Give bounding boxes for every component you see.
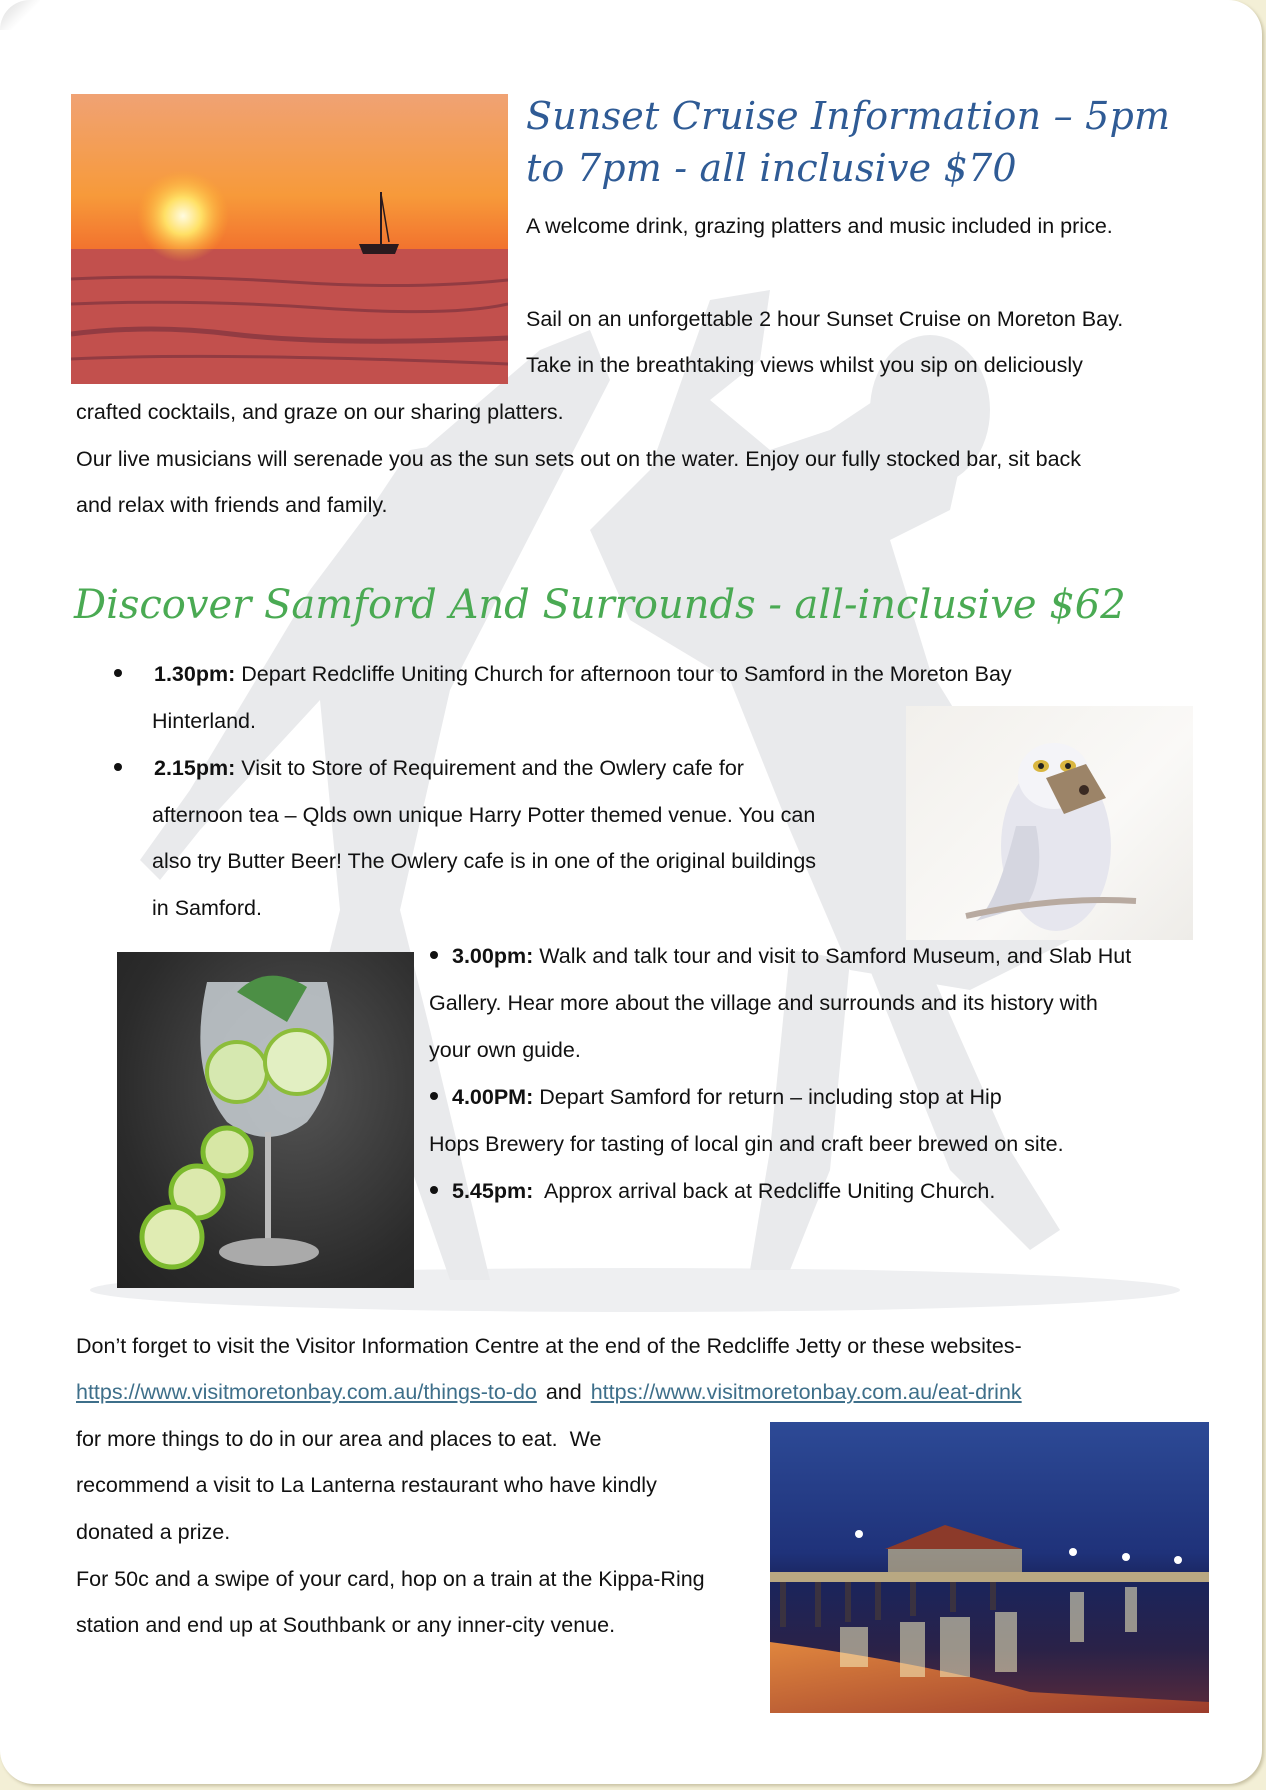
visitor-info-line: Don’t forget to visit the Visitor Information Centre at the end of the Redcliffe Jetty or these websites- [76,1334,1022,1358]
website-links-line [76,1369,1022,1416]
visitor-info-line: donated a prize. [76,1520,231,1544]
sunset-para-line: Our live musicians will serenade you as the sun sets out on the water. Enjoy our fully stocked bar, sit back [76,447,1082,471]
samford-heading: Discover Samford And Surrounds - all-inclusive $62 [74,582,1126,628]
item-text-cont: Hinterland. [152,709,256,733]
itinerary-item-2 [114,745,744,792]
item-text: Walk and talk tour and visit to Samford Museum, and Slab Hut [533,944,1132,968]
item-time: 1.30pm: [154,662,236,686]
owl-with-letter-image [906,706,1193,940]
itinerary-item-1 [114,651,1012,698]
item-text-cont: your own guide. [429,1038,581,1062]
and-text: and [545,1380,582,1404]
sunset-heading-line2: to 7pm - all inclusive $70 [526,146,1017,190]
bullet-icon [114,763,122,771]
gin-glass-limes-image [117,952,414,1288]
item-text: Depart Redcliffe Uniting Church for afternoon tour to Samford in the Moreton Bay [235,662,1012,686]
item-text-cont: in Samford. [152,896,262,920]
item-text-cont: also try Butter Beer! The Owlery cafe is in one of the original buildings [152,849,817,873]
bullet-icon [430,1092,438,1100]
itinerary-item-4 [430,1074,1002,1121]
item-text-cont: afternoon tea – Qlds own unique Harry Potter themed venue. You can [152,803,816,827]
item-time: 3.00pm: [452,944,534,968]
sunset-para-line: Sail on an unforgettable 2 hour Sunset Cruise on Moreton Bay. [526,307,1124,331]
item-text: Depart Samford for return – including stop at Hip [533,1085,1002,1109]
item-time: 4.00PM: [452,1085,534,1109]
bullet-icon [430,951,438,959]
item-time: 5.45pm: [452,1179,534,1203]
sunset-para-line: Take in the breathtaking views whilst you sip on deliciously [526,353,1083,377]
sunset-sailboat-image [71,94,508,384]
item-text-cont: Hops Brewery for tasting of local gin and craft beer brewed on site. [429,1132,1064,1156]
item-time: 2.15pm: [154,756,236,780]
item-text-cont: Gallery. Hear more about the village and surrounds and its history with [429,991,1098,1015]
sunset-intro: A welcome drink, grazing platters and music included in price. [526,214,1113,238]
itinerary-item-5 [430,1168,995,1215]
sunset-para-line: and relax with friends and family. [76,493,388,517]
sunset-para-line: crafted cocktails, and graze on our sharing platters. [76,400,564,424]
item-text: Visit to Store of Requirement and the Owlery cafe for [235,756,744,780]
bullet-icon [430,1186,438,1194]
item-text: Approx arrival back at Redcliffe Uniting Church. [533,1179,996,1203]
redcliffe-jetty-image [770,1422,1209,1713]
visitor-info-line: station and end up at Southbank or any inner-city venue. [76,1613,616,1637]
itinerary-item-3 [430,933,1131,980]
bullet-icon [114,669,122,677]
visitor-info-line: for more things to do in our area and places to eat. We [76,1427,602,1451]
sunset-heading-line1: Sunset Cruise Information – 5pm [526,94,1171,138]
visitor-info-line: recommend a visit to La Lanterna restaurant who have kindly [76,1473,657,1497]
eat-drink-link[interactable]: https://www.visitmoretonbay.com.au/eat-drink [590,1380,1022,1404]
visitor-info-line: For 50c and a swipe of your card, hop on a train at the Kippa-Ring [76,1567,705,1591]
things-to-do-link[interactable]: https://www.visitmoretonbay.com.au/things-to-do [76,1380,537,1404]
sunset-cruise-heading [526,90,1170,194]
